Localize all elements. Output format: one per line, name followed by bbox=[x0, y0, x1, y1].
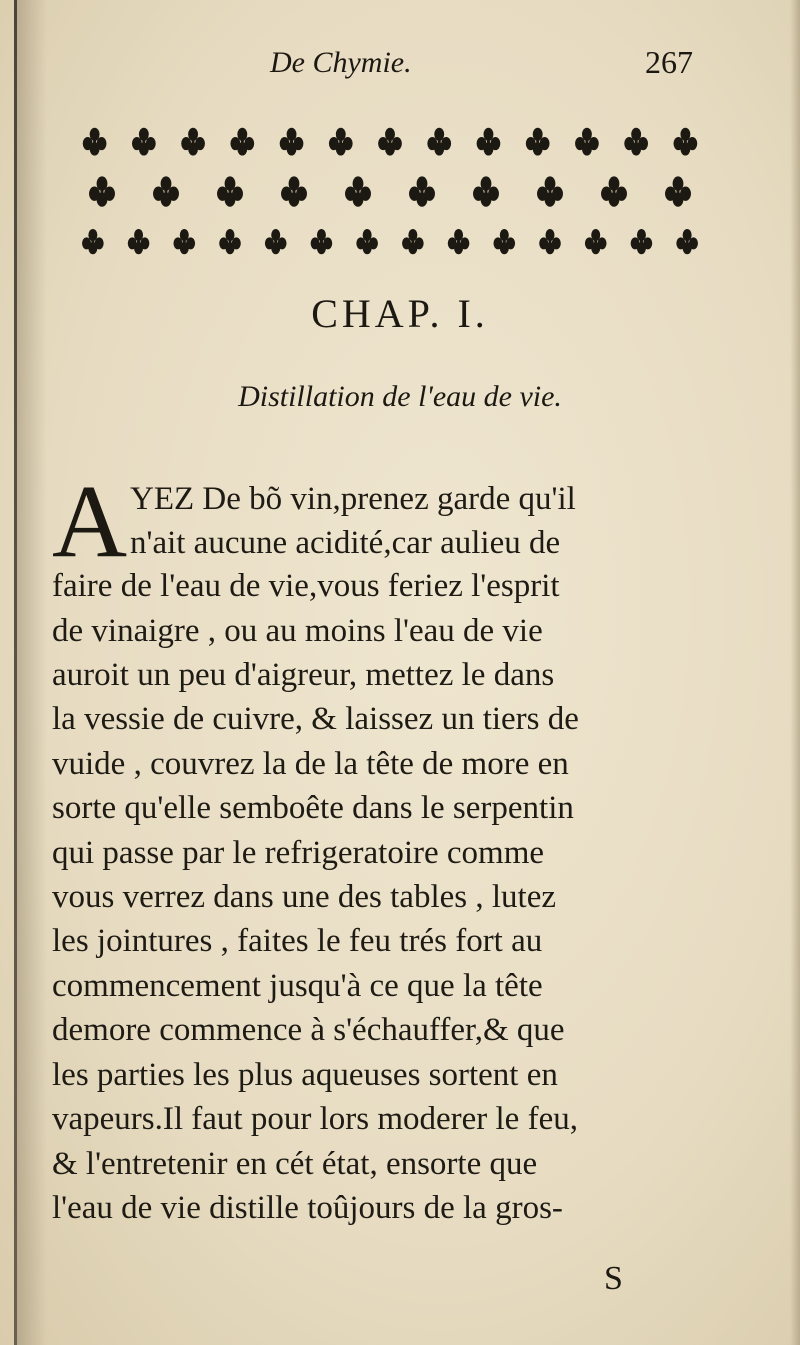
fleuron-icon bbox=[181, 128, 205, 156]
fleuron-band-icon bbox=[60, 120, 715, 270]
fleuron-icon bbox=[280, 128, 304, 156]
text-line: vapeurs.Il faut pour lors moderer le feu, bbox=[52, 1101, 578, 1137]
text-line: vuide , couvrez la de la tête de more en bbox=[52, 746, 569, 782]
fleuron-icon bbox=[265, 229, 287, 254]
fleuron-icon bbox=[153, 176, 179, 206]
fleuron-icon bbox=[83, 128, 107, 156]
text-line: sorte qu'elle semboête dans le serpentin bbox=[52, 790, 574, 826]
fleuron-icon bbox=[537, 176, 563, 206]
fleuron-icon bbox=[219, 229, 241, 254]
page-number: 267 bbox=[645, 44, 693, 80]
text-line: de vinaigre , ou au moins l'eau de vie bbox=[52, 613, 543, 649]
fleuron-icon bbox=[477, 128, 501, 156]
fleuron-icon bbox=[601, 176, 627, 206]
chapter-title: Distillation de l'eau de vie. bbox=[238, 380, 562, 413]
fleuron-icon bbox=[473, 176, 499, 206]
fleuron-icon bbox=[345, 176, 371, 206]
page-edge bbox=[790, 0, 800, 1345]
fleuron-icon bbox=[539, 229, 561, 254]
fleuron-icon bbox=[329, 128, 353, 156]
drop-cap: A bbox=[52, 464, 128, 579]
fleuron-icon bbox=[631, 229, 653, 254]
fleuron-icon bbox=[575, 128, 599, 156]
fleuron-icon bbox=[665, 176, 691, 206]
fleuron-icon bbox=[402, 229, 424, 254]
fleuron-icon bbox=[378, 128, 402, 156]
text-line: les jointures , faites le feu trés fort au bbox=[52, 923, 543, 959]
fleuron-icon bbox=[311, 229, 333, 254]
fleuron-icon bbox=[82, 229, 104, 254]
signature-mark: S bbox=[604, 1260, 623, 1297]
fleuron-icon bbox=[427, 128, 451, 156]
text-line: qui passe par le refrigeratoire comme bbox=[52, 835, 545, 871]
text-line: & l'entretenir en cét état, ensorte que bbox=[52, 1146, 538, 1182]
text-line: n'ait aucune acidité,car aulieu de bbox=[130, 525, 561, 561]
text-line: demore commence à s'échauffer,& que bbox=[52, 1012, 565, 1048]
fleuron-icon bbox=[526, 128, 550, 156]
running-title: De Chymie. bbox=[270, 46, 412, 79]
text-line: les parties les plus aqueuses sortent en bbox=[52, 1057, 558, 1093]
text-line: l'eau de vie distille toûjours de la gros- bbox=[52, 1190, 563, 1226]
fleuron-icon bbox=[585, 229, 607, 254]
fleuron-icon bbox=[132, 128, 156, 156]
fleuron-icon bbox=[281, 176, 307, 206]
text-line: commencement jusqu'à ce que la tête bbox=[52, 968, 543, 1004]
fleuron-icon bbox=[128, 229, 150, 254]
running-header bbox=[0, 38, 800, 88]
text-line: auroit un peu d'aigreur, mettez le dans bbox=[52, 657, 555, 693]
fleuron-icon bbox=[356, 229, 378, 254]
fleuron-icon bbox=[493, 229, 515, 254]
fleuron-icon bbox=[448, 229, 470, 254]
text-line: vous verrez dans une des tables , lutez bbox=[52, 879, 556, 915]
fleuron-icon bbox=[173, 229, 195, 254]
text-line: la vessie de cuivre, & laissez un tiers de bbox=[52, 701, 579, 737]
fleuron-icon bbox=[676, 229, 698, 254]
gutter-shadow bbox=[17, 0, 47, 1345]
fleuron-icon bbox=[230, 128, 254, 156]
fleuron-icon bbox=[89, 176, 115, 206]
text-line: YEZ De bõ vin,prenez garde qu'il bbox=[130, 481, 576, 517]
fleuron-icon bbox=[409, 176, 435, 206]
fleuron-icon bbox=[217, 176, 243, 206]
text-line: faire de l'eau de vie,vous feriez l'esprit bbox=[52, 568, 560, 604]
fleuron-icon bbox=[674, 128, 698, 156]
fleuron-icon bbox=[624, 128, 648, 156]
chapter-heading: CHAP. I. bbox=[311, 291, 489, 336]
